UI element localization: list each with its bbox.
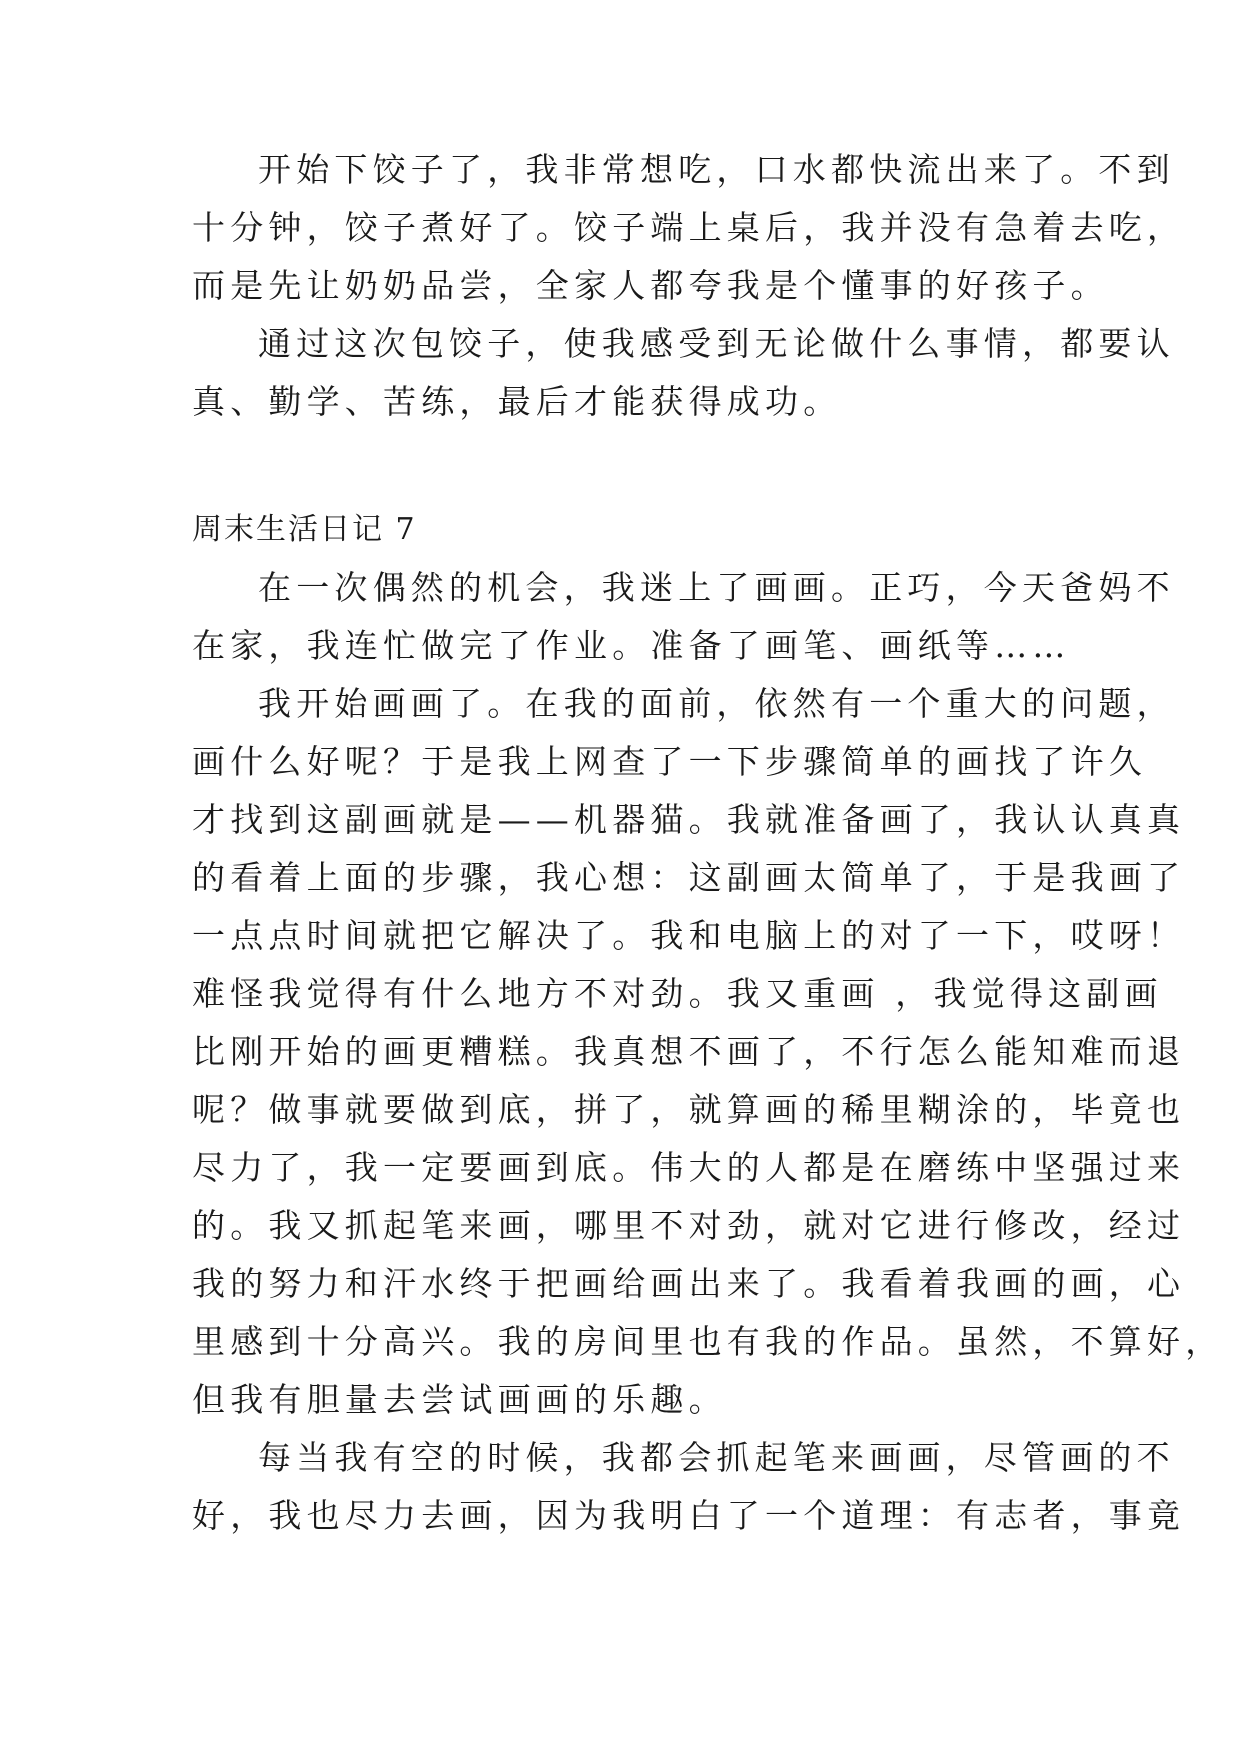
paragraph-line: 我开始画画了。在我的面前，依然有一个重大的问题， xyxy=(258,684,1175,723)
paragraph-line: 在一次偶然的机会，我迷上了画画。正巧，今天爸妈不 xyxy=(258,568,1175,607)
paragraph-line: 十分钟，饺子煮好了。饺子端上桌后，我并没有急着去吃， xyxy=(192,208,1186,247)
paragraph-line: 的看着上面的步骤，我心想：这副画太简单了，于是我画了 xyxy=(192,858,1186,897)
paragraph-line: 而是先让奶奶品尝，全家人都夸我是个懂事的好孩子。 xyxy=(192,266,1109,305)
paragraph-line: 画什么好呢？于是我上网查了一下步骤简单的画找了许久 xyxy=(192,742,1147,781)
paragraph-line: 尽力了，我一定要画到底。伟大的人都是在磨练中坚强过来 xyxy=(192,1148,1186,1187)
paragraph-line: 我的努力和汗水终于把画给画出来了。我看着我画的画，心 xyxy=(192,1264,1186,1303)
paragraph-line: 但我有胆量去尝试画画的乐趣。 xyxy=(192,1380,727,1419)
paragraph-line: 才找到这副画就是——机器猫。我就准备画了，我认认真真 xyxy=(192,800,1186,839)
paragraph-line: 通过这次包饺子，使我感受到无论做什么事情，都要认 xyxy=(258,324,1175,363)
paragraph-line: 难怪我觉得有什么地方不对劲。我又重画 ，我觉得这副画 xyxy=(192,974,1163,1013)
paragraph-line: 开始下饺子了，我非常想吃，口水都快流出来了。不到 xyxy=(258,150,1175,189)
paragraph-line: 的。我又抓起笔来画，哪里不对劲，就对它进行修改，经过 xyxy=(192,1206,1186,1245)
paragraph-line: 比刚开始的画更糟糕。我真想不画了，不行怎么能知难而退 xyxy=(192,1032,1186,1071)
paragraph-line: 好，我也尽力去画，因为我明白了一个道理：有志者，事竟 xyxy=(192,1496,1186,1535)
paragraph-line: 每当我有空的时候，我都会抓起笔来画画，尽管画的不 xyxy=(258,1438,1175,1477)
paragraph-line: 呢？做事就要做到底，拼了，就算画的稀里糊涂的，毕竟也 xyxy=(192,1090,1186,1129)
section-heading: 周末生活日记 7 xyxy=(192,512,417,547)
paragraph-line: 在家，我连忙做完了作业。准备了画笔、画纸等…… xyxy=(192,626,1071,665)
paragraph-line: 一点点时间就把它解决了。我和电脑上的对了一下，哎呀！ xyxy=(192,916,1186,955)
paragraph-line: 里感到十分高兴。我的房间里也有我的作品。虽然，不算好， xyxy=(192,1322,1224,1361)
paragraph-line: 真、勤学、苦练，最后才能获得成功。 xyxy=(192,382,842,421)
